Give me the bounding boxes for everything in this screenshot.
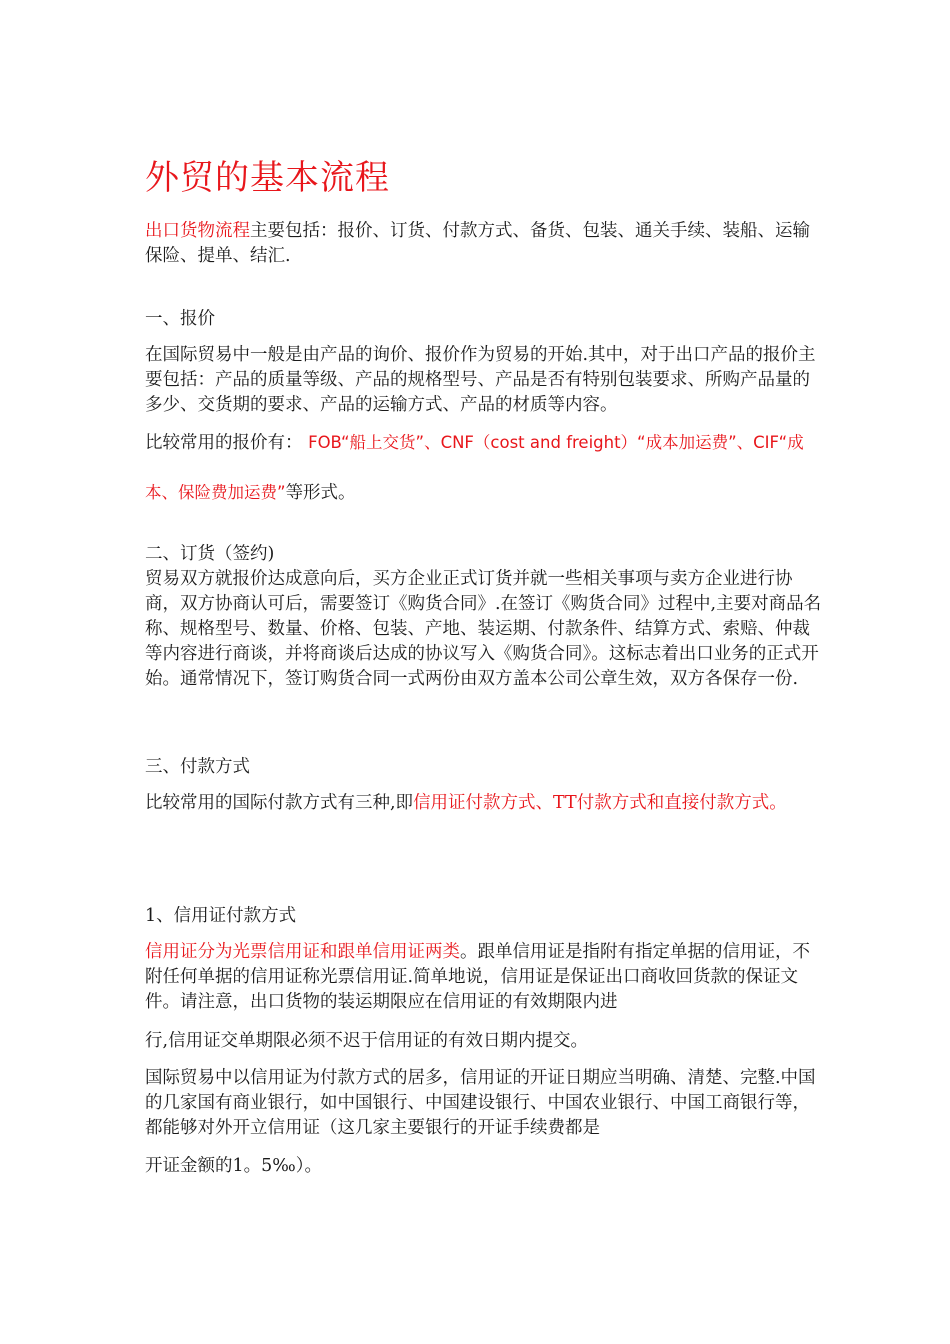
section-3-heading: 三、付款方式 <box>145 757 250 777</box>
section-3-paragraph-1-lead: 比较常用的国际付款方式有三种,即 <box>145 793 414 813</box>
quote-terms-highlight: FOB“船上交货”、CNF（cost and freight）“成本加运费”、CIF“成本、保险费加运费” <box>145 433 804 502</box>
section-2-paragraph-1: 贸易双方就报价达成意向后，买方企业正式订货并就一些相关事项与卖方企业进行协商，双方协商认可后，需要签订《购货合同》.在签订《购货合同》过程中,主要对商品名称、规格型号、数量、价格、包装、产地、装运期、付款条件、结算方式、索赔、仲裁等内容进行商谈，并将商谈后达成的协议写入《购货合同》。这标志着出口业务的正式开始。通常情况下，签订购货合同一式两份由双方盖本公司公章生效，双方各保存一份. <box>145 569 822 689</box>
intro-paragraph <box>145 219 825 269</box>
section-3-1-paragraph-2: 国际贸易中以信用证为付款方式的居多，信用证的开证日期应当明确、清楚、完整.中国的几家国有商业银行，如中国银行、中国建设银行、中国农业银行、中国工商银行等，都能够对外开立信用证（这几家主要银行的开证手续费都是 <box>145 1068 816 1138</box>
section-3-1-paragraph-1-continued: 行,信用证交单期限必须不迟于信用证的有效日期内提交。 <box>145 1031 589 1051</box>
intro-text: 主要包括：报价、订货、付款方式、备货、包装、通关手续、装船、运输保险、提单、结汇. <box>145 221 810 266</box>
section-1-heading: 一、报价 <box>145 309 215 329</box>
section-3-1-paragraph-1 <box>145 940 825 1015</box>
section-3-1-paragraph-1-text: 。跟单信用证是指附有指定单据的信用证，不附任何单据的信用证称光票信用证.简单地说，信用证是保证出口商收回货款的保证文件。请注意，出口货物的装运期限应在信用证的有效期限内进 <box>145 942 810 1012</box>
section-2-heading: 二、订货（签约) <box>145 544 275 564</box>
section-3-paragraph-1 <box>145 778 825 828</box>
section-3-1-paragraph-2-continued: 开证金额的1。5‰）。 <box>145 1156 322 1176</box>
credit-types-highlight: 信用证分为光票信用证和跟单信用证两类 <box>145 942 460 962</box>
document-title: 外贸的基本流程 <box>145 158 390 198</box>
section-1-paragraph-2 <box>145 418 825 518</box>
section-3-1-heading: 1、信用证付款方式 <box>145 906 297 926</box>
intro-highlight: 出口货物流程 <box>145 221 250 241</box>
section-1-paragraph-2-tail: 等形式。 <box>285 483 356 503</box>
section-1-paragraph-2-lead: 比较常用的报价有： <box>145 433 303 453</box>
section-1-paragraph-1: 在国际贸易中一般是由产品的询价、报价作为贸易的开始.其中，对于出口产品的报价主要包括：产品的质量等级、产品的规格型号、产品是否有特别包装要求、所购产品量的多少、交货期的要求、产品的运输方式、产品的材质等内容。 <box>145 345 816 415</box>
payment-methods-highlight: 信用证付款方式、TT付款方式和直接付款方式。 <box>413 793 787 813</box>
